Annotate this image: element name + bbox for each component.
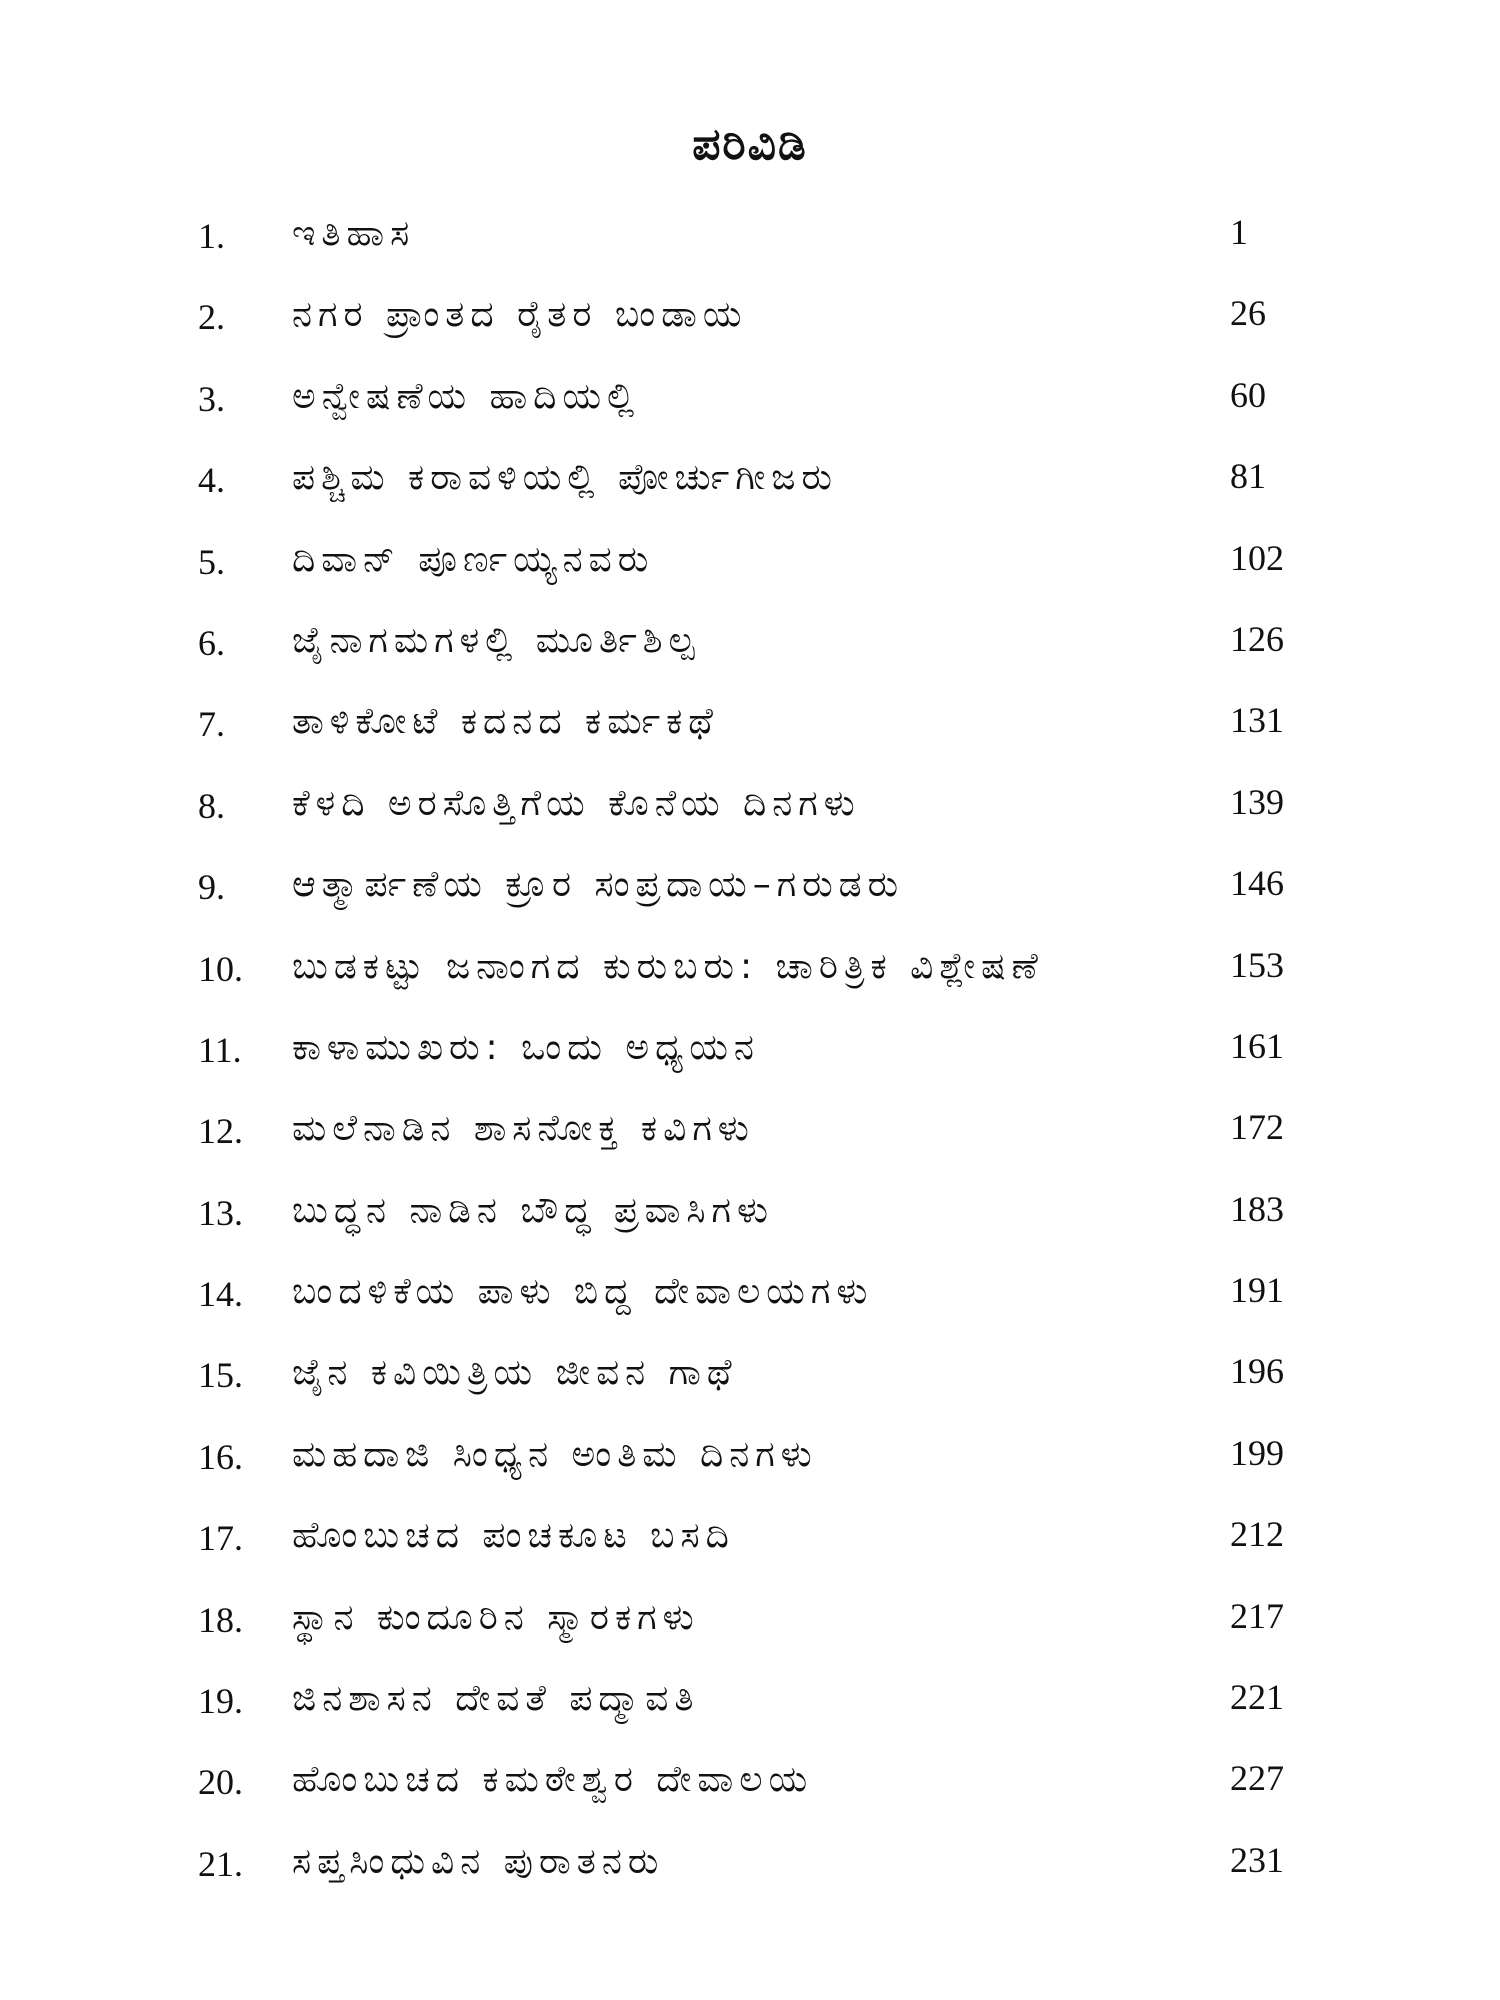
chapter-title: ದಿವಾನ್ ಪೂರ್ಣಯ್ಯನವರು	[292, 538, 655, 580]
chapter-title: ಪಶ್ಚಿಮ ಕರಾವಳಿಯಲ್ಲಿ ಪೋರ್ಚುಗೀಜರು	[292, 457, 838, 499]
toc-entry	[0, 1667, 1500, 1748]
page-number: 199	[1230, 1432, 1284, 1473]
page-number: 183	[1230, 1188, 1284, 1229]
chapter-title: ಬುಡಕಟ್ಟು ಜನಾಂಗದ ಕುರುಬರು: ಚಾರಿತ್ರಿಕ ವಿಶ್ಲೇಷಣೆ	[292, 945, 1044, 987]
toc-entry	[0, 1016, 1500, 1097]
chapter-number: 4.	[198, 460, 225, 501]
chapter-title: ಹೊಂಬುಚದ ಪಂಚಕೂಟ ಬಸದಿ	[292, 1515, 735, 1557]
toc-entry	[0, 1586, 1500, 1667]
toc-entry	[0, 202, 1500, 283]
chapter-number: 8.	[198, 785, 225, 826]
toc-entry	[0, 1260, 1500, 1341]
chapter-number: 5.	[198, 541, 225, 582]
chapter-number: 6.	[198, 622, 225, 663]
chapter-number: 17.	[198, 1518, 243, 1559]
page-number: 1	[1230, 212, 1248, 252]
chapter-title: ಜೈನ ಕವಿಯಿತ್ರಿಯ ಜೀವನ ಗಾಥೆ	[292, 1352, 738, 1394]
page-number: 191	[1230, 1270, 1284, 1311]
page-number: 196	[1230, 1351, 1284, 1392]
toc-entry	[0, 365, 1500, 446]
toc-entry	[0, 1097, 1500, 1178]
page-number: 153	[1230, 944, 1284, 985]
chapter-title: ಮಲೆನಾಡಿನ ಶಾಸನೋಕ್ತ ಕವಿಗಳು	[292, 1108, 755, 1150]
chapter-title: ಕಾಳಾಮುಖರು: ಒಂದು ಅಧ್ಯಯನ	[292, 1026, 760, 1068]
chapter-title: ಜಿನಶಾಸನ ದೇವತೆ ಪದ್ಮಾವತಿ	[292, 1678, 700, 1720]
toc-entry	[0, 283, 1500, 364]
chapter-number: 18.	[198, 1599, 243, 1640]
chapter-number: 12.	[198, 1111, 243, 1152]
page-number: 26	[1230, 293, 1266, 334]
page-number: 221	[1230, 1677, 1284, 1718]
chapter-number: 3.	[198, 378, 225, 419]
toc-entry	[0, 1830, 1500, 1911]
chapter-title: ಇತಿಹಾಸ	[292, 213, 416, 254]
chapter-title: ಸಪ್ತಸಿಂಧುವಿನ ಪುರಾತನರು	[292, 1840, 665, 1882]
chapter-title: ಅನ್ವೇಷಣೆಯ ಹಾದಿಯಲ್ಲಿ	[292, 375, 641, 417]
toc-entry	[0, 1504, 1500, 1585]
toc-entry	[0, 1341, 1500, 1422]
chapter-number: 20.	[198, 1762, 243, 1803]
chapter-number: 2.	[198, 297, 225, 338]
page-number: 146	[1230, 863, 1284, 904]
toc-entry	[0, 772, 1500, 853]
page-number: 60	[1230, 374, 1266, 415]
page-number: 102	[1230, 537, 1284, 578]
chapter-title: ಆತ್ಮಾರ್ಪಣೆಯ ಕ್ರೂರ ಸಂಪ್ರದಾಯ–ಗರುಡರು	[292, 864, 905, 906]
chapter-number: 16.	[198, 1436, 243, 1477]
toc-entry	[0, 446, 1500, 527]
chapter-number: 14.	[198, 1274, 243, 1315]
chapter-number: 1.	[198, 216, 225, 256]
page-number: 172	[1230, 1107, 1284, 1148]
chapter-title: ಬಂದಳಿಕೆಯ ಪಾಳು ಬಿದ್ದ ದೇವಾಲಯಗಳು	[292, 1271, 874, 1313]
toc-entry	[0, 1748, 1500, 1829]
chapter-number: 10.	[198, 948, 243, 989]
page-number: 139	[1230, 781, 1284, 822]
toc-entry	[0, 690, 1500, 771]
page-title: ಪರಿವಿಡಿ	[692, 119, 808, 170]
table-of-contents	[0, 202, 1500, 1911]
chapter-number: 19.	[198, 1681, 243, 1722]
chapter-number: 9.	[198, 867, 225, 908]
chapter-title: ಜೈನಾಗಮಗಳಲ್ಲಿ ಮೂರ್ತಿಶಿಲ್ಪ	[292, 619, 701, 661]
chapter-number: 13.	[198, 1192, 243, 1233]
chapter-number: 7.	[198, 704, 225, 745]
page-number: 212	[1230, 1514, 1284, 1555]
page-number: 217	[1230, 1595, 1284, 1636]
chapter-number: 15.	[198, 1355, 243, 1396]
page-number: 81	[1230, 456, 1266, 497]
chapter-title: ಹೊಂಬುಚದ ಕಮಠೇಶ್ವರ ದೇವಾಲಯ	[292, 1759, 814, 1801]
chapter-title: ಸ್ಥಾನ ಕುಂದೂರಿನ ಸ್ಮಾರಕಗಳು	[292, 1596, 700, 1638]
chapter-number: 21.	[198, 1843, 243, 1884]
chapter-title: ತಾಳಿಕೋಟೆ ಕದನದ ಕರ್ಮಕಥೆ	[292, 701, 719, 743]
toc-entry	[0, 528, 1500, 609]
chapter-title: ಮಹದಾಜಿ ಸಿಂಧ್ಯನ ಅಂತಿಮ ದಿನಗಳು	[292, 1433, 818, 1475]
toc-entry	[0, 1179, 1500, 1260]
toc-entry	[0, 853, 1500, 934]
page-number: 161	[1230, 1025, 1284, 1066]
chapter-number: 11.	[198, 1029, 242, 1070]
page-number: 231	[1230, 1839, 1284, 1880]
page-number: 131	[1230, 700, 1284, 741]
page-number: 126	[1230, 618, 1284, 659]
chapter-title: ನಗರ ಪ್ರಾಂತದ ರೈತರ ಬಂಡಾಯ	[292, 294, 748, 336]
chapter-title: ಕೆಳದಿ ಅರಸೊತ್ತಿಗೆಯ ಕೊನೆಯ ದಿನಗಳು	[292, 782, 861, 824]
toc-entry	[0, 609, 1500, 690]
toc-entry	[0, 1423, 1500, 1504]
page-number: 227	[1230, 1758, 1284, 1799]
toc-entry	[0, 935, 1500, 1016]
chapter-title: ಬುದ್ಧನ ನಾಡಿನ ಬೌದ್ಧ ಪ್ರವಾಸಿಗಳು	[292, 1189, 774, 1231]
